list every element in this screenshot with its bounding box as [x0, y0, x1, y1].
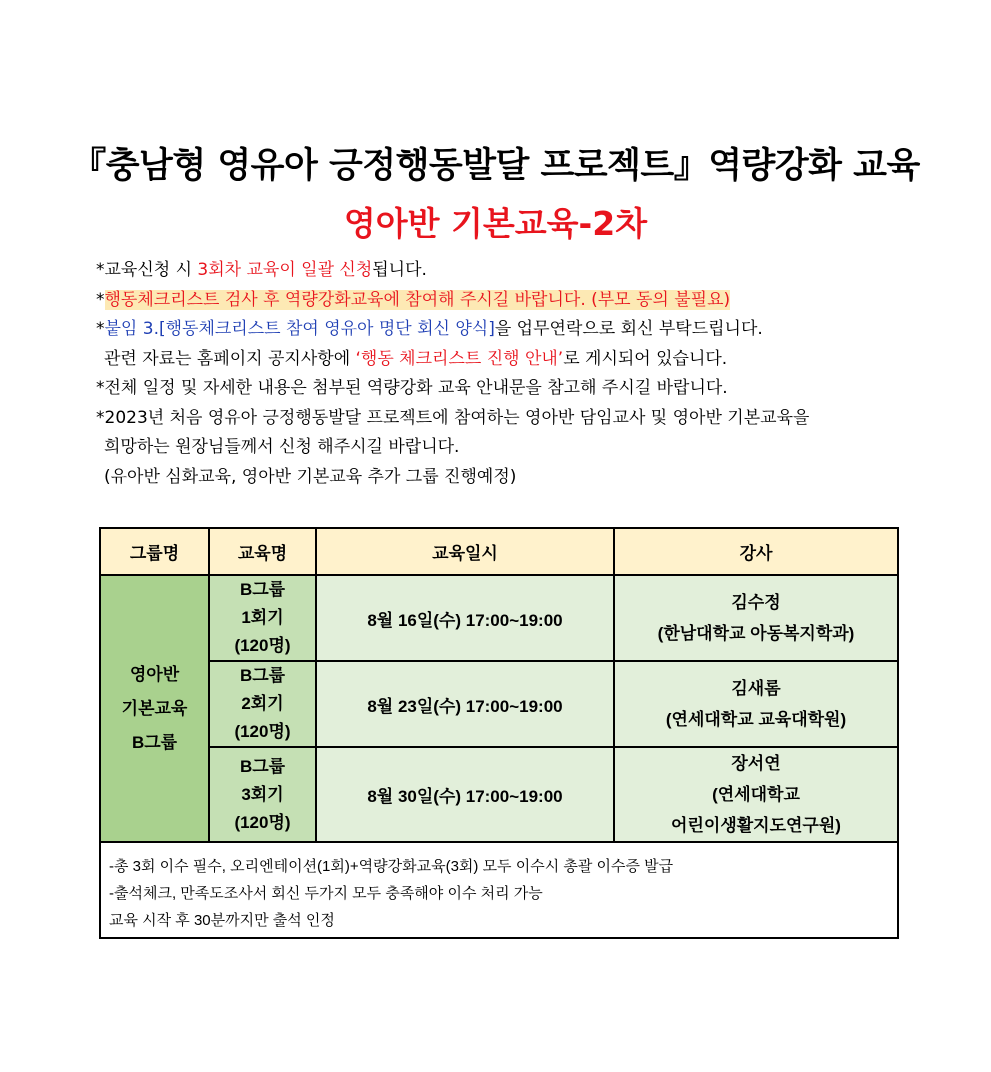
page-subtitle: 영아반 기본교육-2차 — [343, 204, 648, 243]
instructor-cell: 김수정 (한남대학교 아동복지학과) — [614, 575, 898, 661]
notice-target-cont: 희망하는 원장님들께서 신청 해주시길 바랍니다. — [104, 437, 460, 457]
table-footer-row — [100, 842, 898, 938]
footer-notes: -총 3회 이수 필수, 오리엔테이션(1회)+역량강화교육(3회) 모두 이수시 총괄 이수증 발급 -출석체크, 만족도조사서 회신 두가지 모두 충족해야 이수 처리 가능 교육 시작 후 30분까지만 출석 인정 — [100, 842, 898, 938]
table-row — [100, 661, 898, 747]
course-cell: B그룹 2회기 (120명) — [209, 661, 316, 747]
notice-checklist: *행동체크리스트 검사 후 역량강화교육에 참여해 주시길 바랍니다. (부모 동의 불필요) — [96, 289, 731, 310]
notice-list — [96, 256, 809, 492]
group-cell: 영아반 기본교육 B그룹 — [100, 575, 209, 842]
table-row — [100, 747, 898, 842]
page-title: 『충남형 영유아 긍정행동발달 프로젝트』역량강화 교육 — [71, 146, 920, 186]
notice-apply: *교육신청 시 3회차 교육이 일괄 신청됩니다. — [96, 260, 427, 280]
course-cell: B그룹 1회기 (120명) — [209, 575, 316, 661]
notice-attachment: *붙임 3.[행동체크리스트 참여 영유아 명단 회신 양식]을 업무연락으로 회신 부탁드립니다. — [96, 319, 763, 339]
header-instructor: 강사 — [614, 528, 898, 575]
notice-homepage: 관련 자료는 홈페이지 공지사항에 ‘행동 체크리스트 진행 안내’로 게시되어 있습니다. — [104, 348, 728, 369]
table-row — [100, 575, 898, 661]
datetime-cell: 8월 23일(수) 17:00~19:00 — [316, 661, 614, 747]
header-course: 교육명 — [209, 528, 316, 575]
notice-schedule: *전체 일정 및 자세한 내용은 첨부된 역량강화 교육 안내문을 참고해 주시길 바랍니다. — [96, 378, 728, 398]
datetime-cell: 8월 30일(수) 17:00~19:00 — [316, 747, 614, 842]
course-cell: B그룹 3회기 (120명) — [209, 747, 316, 842]
notice-planned: (유아반 심화교육, 영아반 기본교육 추가 그룹 진행예정) — [104, 466, 517, 487]
instructor-cell: 장서연 (연세대학교 어린이생활지도연구원) — [614, 747, 898, 842]
header-datetime: 교육일시 — [316, 528, 614, 575]
instructor-cell: 김새롬 (연세대학교 교육대학원) — [614, 661, 898, 747]
schedule-table — [99, 527, 899, 939]
datetime-cell: 8월 16일(수) 17:00~19:00 — [316, 575, 614, 661]
header-group: 그룹명 — [100, 528, 209, 575]
table-header-row — [100, 528, 898, 575]
notice-target: *2023년 처음 영유아 긍정행동발달 프로젝트에 참여하는 영아반 담임교사 및 영아반 기본교육을 — [96, 407, 810, 428]
